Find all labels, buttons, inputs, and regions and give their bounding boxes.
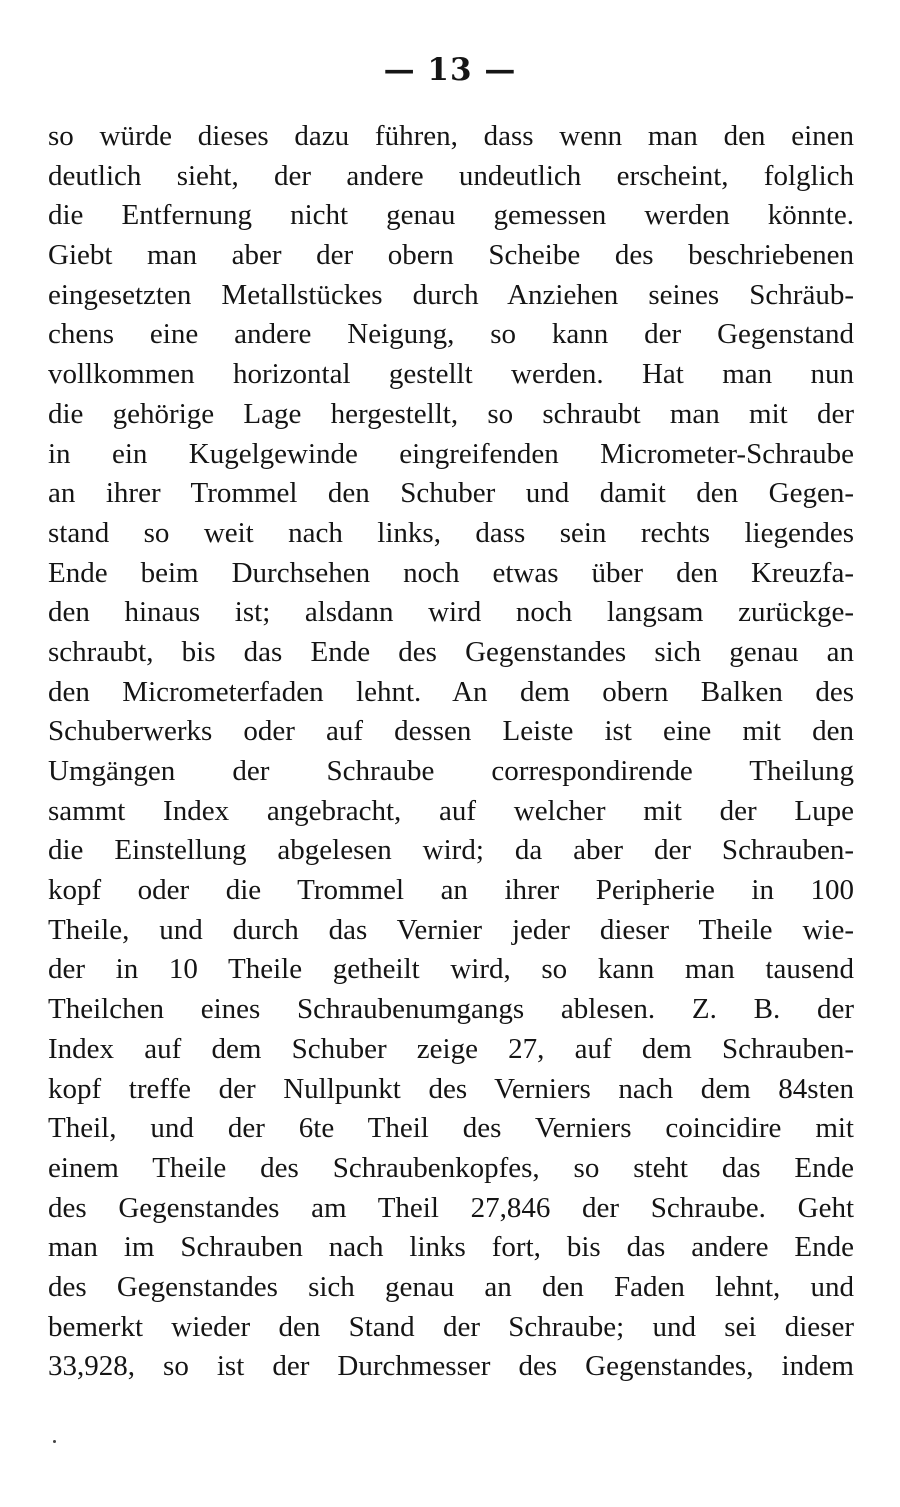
text-line: den Micrometerfaden lehnt. An dem obern Balken des — [48, 675, 854, 708]
text-line: des Gegenstandes am Theil 27,846 der Schraube. Geht — [48, 1191, 854, 1224]
text-line: chens eine andere Neigung, so kann der Gegenstand — [48, 318, 854, 351]
text-line: deutlich sieht, der andere undeutlich erscheint, folglich — [48, 159, 854, 192]
text-line: in ein Kugelgewinde eingreifenden Micrometer-Schraube — [48, 437, 854, 470]
text-line: stand so weit nach links, dass sein rechts liegendes — [48, 516, 854, 549]
text-line: den hinaus ist; alsdann wird noch langsam zurückge- — [48, 596, 854, 629]
text-line: die gehörige Lage hergestellt, so schraubt man mit der — [48, 397, 854, 430]
text-line: schraubt, bis das Ende des Gegenstandes sich genau an — [48, 635, 854, 668]
text-line: die Entfernung nicht genau gemessen werden könnte. — [48, 199, 854, 232]
text-line: Giebt man aber der obern Scheibe des beschriebenen — [48, 239, 854, 272]
text-line: kopf oder die Trommel an ihrer Peripherie in 100 — [48, 874, 854, 907]
text-line: Umgängen der Schraube correspondirende Theilung — [48, 755, 854, 787]
text-line: Theilchen eines Schraubenumgangs ablesen. Z. B. der — [48, 993, 854, 1026]
ink-speck — [53, 1440, 56, 1443]
text-line: so würde dieses dazu führen, dass wenn man den einen — [48, 120, 854, 152]
text-line: einem Theile des Schraubenkopfes, so steht das Ende — [48, 1151, 854, 1184]
text-line: an ihrer Trommel den Schuber und damit den Gegen- — [48, 477, 854, 510]
text-line: Schuberwerks oder auf dessen Leiste ist eine mit den — [48, 715, 854, 748]
text-line: Theil, und der 6te Theil des Verniers coincidire mit — [48, 1112, 854, 1145]
text-line: Ende beim Durchsehen noch etwas über den Kreuzfa- — [48, 556, 854, 589]
text-line: des Gegenstandes sich genau an den Faden lehnt, und — [48, 1270, 854, 1303]
text-line: die Einstellung abgelesen wird; da aber der Schrauben- — [48, 834, 854, 867]
page-number-header: — 13 — — [383, 52, 517, 88]
text-line: kopf treffe der Nullpunkt des Verniers nach dem 84sten — [48, 1072, 854, 1105]
text-line: eingesetzten Metallstückes durch Anziehen seines Schräub- — [48, 278, 854, 311]
text-line: man im Schrauben nach links fort, bis das andere Ende — [48, 1231, 854, 1264]
text-line: Theile, und durch das Vernier jeder dieser Theile wie- — [48, 913, 854, 946]
text-line: Index auf dem Schuber zeige 27, auf dem Schrauben- — [48, 1032, 854, 1065]
text-line: vollkommen horizontal gestellt werden. Hat man nun — [48, 358, 854, 391]
text-line: der in 10 Theile getheilt wird, so kann man tausend — [48, 953, 854, 986]
text-line: 33,928, so ist der Durchmesser des Gegenstandes, indem — [48, 1350, 854, 1383]
text-line: sammt Index angebracht, auf welcher mit der Lupe — [48, 794, 854, 827]
body-text — [48, 117, 854, 1387]
text-line: bemerkt wieder den Stand der Schraube; und sei dieser — [48, 1310, 854, 1343]
